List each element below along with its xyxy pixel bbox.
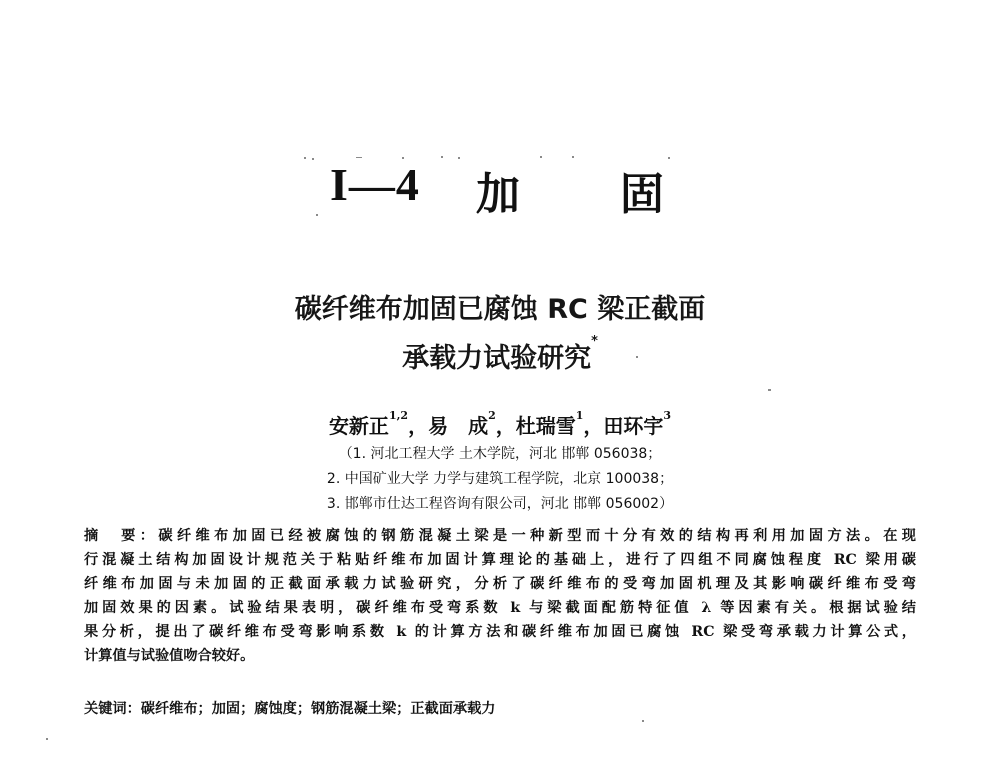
author-affiliation-sup: 1,2: [388, 409, 409, 422]
paper-title-line-2: [0, 336, 1000, 375]
section-title-char-2: 固: [620, 169, 664, 220]
affiliation-line: 3. 邯郸市仕达工程咨询有限公司，河北 邯郸 056002）: [326, 496, 674, 512]
abstract: [84, 524, 916, 668]
paper-title-line-2-text: 承载力试验研究: [402, 343, 592, 374]
abstract-line: 行混凝土结构加固设计规范关于粘贴纤维布加固计算理论的基础上，进行了四组不同腐蚀程度 RC 梁用碳: [84, 552, 916, 568]
author-affiliation-sup: 1: [575, 409, 584, 422]
author-separator: ，: [495, 414, 516, 438]
author-name: 田环宇: [603, 414, 664, 438]
keywords-label: 关键词：: [84, 701, 141, 717]
title-footnote-mark: *: [591, 334, 598, 349]
author: [515, 409, 584, 438]
section-number: I—4: [330, 159, 420, 210]
keywords-text: 碳纤维布；加固；腐蚀度；钢筋混凝土梁；正截面承载力: [140, 701, 496, 717]
author-name: 安新正: [328, 414, 389, 438]
abstract-label: 摘 要：: [84, 528, 159, 544]
abstract-line: 果分析，提出了碳纤维布受弯影响系数 k 的计算方法和碳纤维布加固已腐蚀 RC 梁受弯承载力计算公式，: [84, 624, 916, 640]
author: [603, 409, 672, 438]
abstract-line: [84, 524, 916, 548]
author: [428, 409, 496, 438]
scan-speck: [46, 738, 48, 740]
section-title-char-1: 加: [476, 169, 520, 220]
abstract-line: 计算值与试验值吻合较好。: [84, 648, 255, 664]
author-name: 易 成: [428, 414, 489, 438]
author-separator: ，: [408, 414, 429, 438]
author-affiliation-sup: 2: [488, 409, 496, 422]
scan-speck: [768, 389, 771, 391]
abstract-line: 纤维布加固与未加固的正截面承载力试验研究，分析了碳纤维布的受弯加固机理及其影响碳纤维布受弯: [84, 576, 916, 592]
author-list: [0, 410, 1000, 439]
author-name: 杜瑞雪: [515, 414, 576, 438]
affiliation-line: （1. 河北工程大学 土木学院，河北 邯郸 056038；: [338, 446, 662, 462]
keywords: [84, 697, 916, 721]
abstract-text: 碳纤维布加固已经被腐蚀的钢筋混凝土梁是一种新型而十分有效的结构再利用加固方法。在现: [158, 528, 916, 544]
abstract-line: 加固效果的因素。试验结果表明，碳纤维布受弯系数 k 与梁截面配筋特征值 λ 等因素有关。根据试验结: [84, 600, 916, 616]
affiliation-line: 2. 中国矿业大学 力学与建筑工程学院，北京 100038；: [326, 471, 674, 487]
author: [328, 409, 409, 438]
author-affiliation-sup: 3: [663, 409, 672, 422]
paper-title-line-1: 碳纤维布加固已腐蚀 RC 梁正截面: [294, 294, 706, 325]
affiliation-list: [0, 443, 1000, 518]
section-header: [0, 158, 1000, 228]
author-separator: ，: [583, 414, 604, 438]
